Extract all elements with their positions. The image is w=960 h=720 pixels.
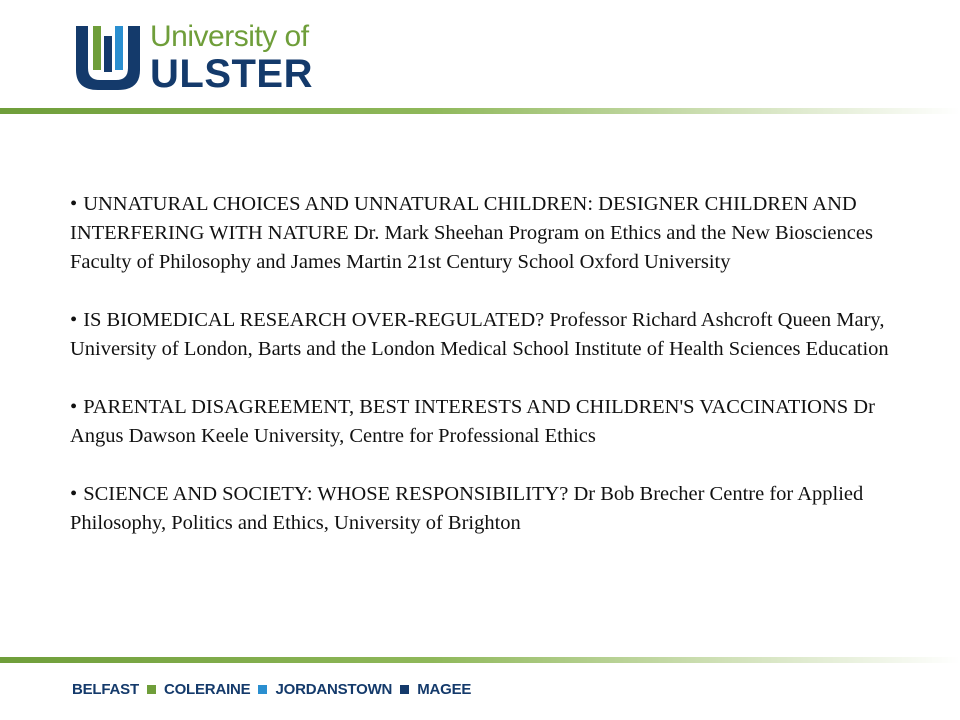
- header-divider: [0, 108, 960, 114]
- university-logo-mark-icon: [74, 22, 142, 90]
- lecture-text: SCIENCE AND SOCIETY: WHOSE RESPONSIBILITY? Dr Bob Brecher Centre for Applied Philosophy, Politics and Ethics, University of Brighton: [70, 483, 864, 534]
- lecture-item: [70, 393, 890, 451]
- lecture-item: [70, 306, 890, 364]
- university-logo: [74, 18, 314, 98]
- logo-text-line2: ULSTER: [150, 52, 313, 96]
- footer-divider: [0, 657, 960, 663]
- lecture-item: [70, 190, 890, 277]
- separator-square-icon: [258, 685, 267, 694]
- separator-square-icon: [400, 685, 409, 694]
- bullet-marker: •: [70, 193, 78, 215]
- campus-name-jordanstown: JORDANSTOWN: [275, 681, 393, 698]
- lecture-text: UNNATURAL CHOICES AND UNNATURAL CHILDREN: DESIGNER CHILDREN AND INTERFERING WITH NATURE Dr. Mark Sheehan Program on Ethics and the New Biosciences Faculty of Philosophy and James Martin 21st Century School Oxford University: [70, 193, 873, 273]
- campus-name-coleraine: COLERAINE: [163, 681, 251, 698]
- campus-name-belfast: BELFAST: [72, 681, 139, 698]
- lecture-text: PARENTAL DISAGREEMENT, BEST INTERESTS AND CHILDREN'S VACCINATIONS Dr Angus Dawson Keele University, Centre for Professional Ethics: [70, 396, 875, 447]
- bullet-marker: •: [70, 396, 78, 418]
- lecture-text: IS BIOMEDICAL RESEARCH OVER-REGULATED? Professor Richard Ashcroft Queen Mary, University of London, Barts and the London Medical School Institute of Health Sciences Education: [70, 309, 889, 360]
- bullet-marker: •: [70, 483, 78, 505]
- logo-text-line1: University of: [150, 20, 309, 53]
- campus-footer: [72, 681, 471, 698]
- lecture-list: [70, 190, 890, 567]
- campus-name-magee: MAGEE: [417, 681, 472, 698]
- separator-square-icon: [147, 685, 156, 694]
- lecture-item: [70, 480, 890, 538]
- bullet-marker: •: [70, 309, 78, 331]
